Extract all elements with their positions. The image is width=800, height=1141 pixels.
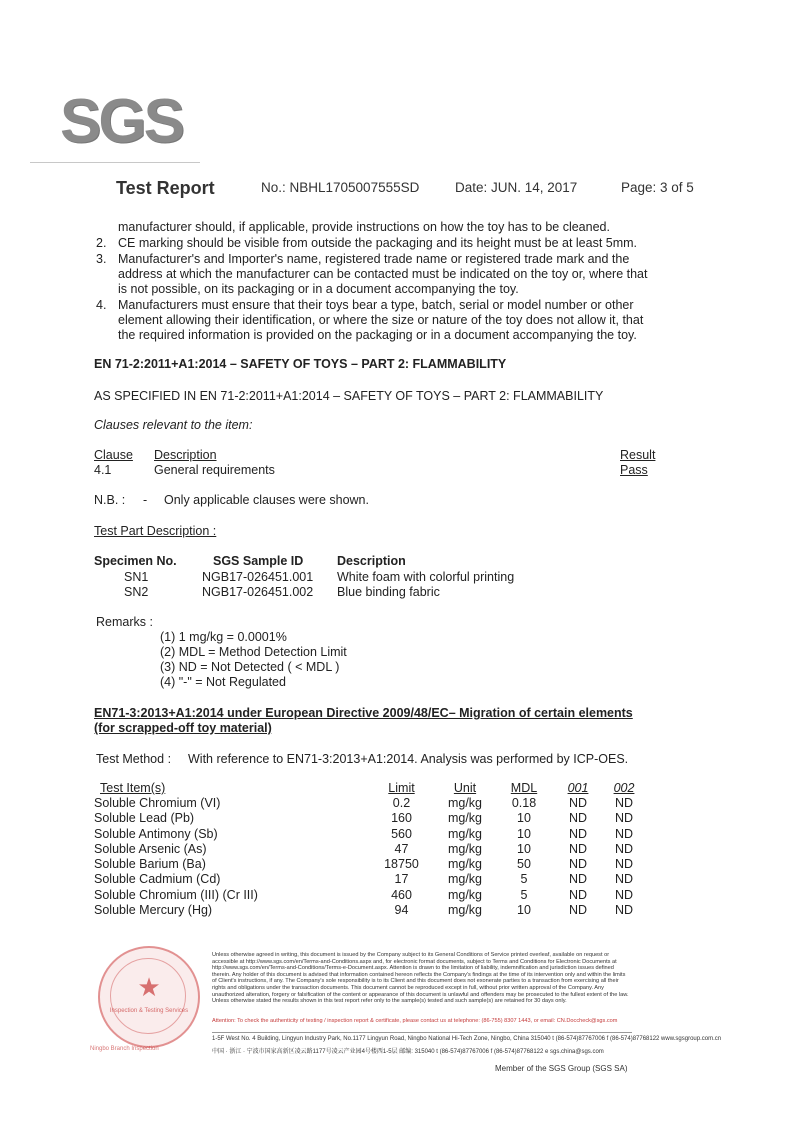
company-seal: [98, 946, 200, 1048]
result-002: ND: [614, 826, 634, 841]
result-002: ND: [614, 903, 634, 918]
list-item-text: element allowing their identification, or where the size or nature of the toy does not allow it, that: [118, 313, 644, 327]
seal-text-top: Inspection & Testing Services: [109, 1008, 189, 1014]
authenticity-notice: Attention: To check the authenticity of testing / inspection report & certificate, please contact us at telephone: (86-755) 8307 1443, or email: CN.Doccheck@sgs.com: [212, 1018, 618, 1024]
section-heading-flammability: EN 71-2:2011+A1:2014 – SAFETY OF TOYS – PART 2: FLAMMABILITY: [94, 357, 507, 371]
clause-number: 4.1: [94, 463, 112, 477]
col-limit: Limit: [388, 781, 415, 795]
result-001: ND: [568, 903, 588, 918]
mdl: 0.18: [511, 796, 537, 810]
col-description-header: Description: [154, 448, 217, 462]
col-specimen-header: Specimen No.: [94, 554, 177, 568]
nb-dash: -: [143, 493, 148, 507]
unit: mg/kg: [447, 872, 483, 887]
report-date: Date: JUN. 14, 2017: [455, 180, 578, 195]
mdl: 50: [517, 857, 531, 872]
seal-text-bottom: Ningbo Branch Inspection: [90, 1046, 159, 1052]
test-item: Soluble Mercury (Hg): [94, 903, 213, 918]
sgs-logo: SGS: [60, 87, 182, 156]
nb-text: Only applicable clauses were shown.: [164, 493, 369, 507]
member-line: Member of the SGS Group (SGS SA): [495, 1064, 628, 1073]
remarks-label: Remarks :: [96, 615, 153, 629]
table-row: [94, 827, 644, 842]
clause-result: Pass: [620, 463, 648, 477]
specimen-no: SN2: [124, 585, 149, 599]
sample-id: NGB17-026451.002: [202, 585, 314, 599]
specimen-desc: White foam with colorful printing: [337, 570, 515, 584]
list-item-text: the required information is provided on the packaging or in a document accompanying the toy.: [118, 328, 637, 342]
star-icon: ★: [137, 972, 161, 1002]
col-sample-001: 001: [567, 781, 589, 795]
mdl: 10: [517, 811, 531, 826]
result-001: ND: [568, 811, 588, 826]
remark-item: (2) MDL = Method Detection Limit: [160, 645, 347, 659]
limit: 160: [391, 811, 412, 826]
col-mdl: MDL: [510, 781, 538, 795]
intro-line: manufacturer should, if applicable, provide instructions on how the toy has to be cleaned.: [118, 220, 610, 234]
test-part-label: Test Part Description :: [94, 524, 217, 538]
unit: mg/kg: [447, 857, 483, 872]
mdl: 10: [517, 841, 531, 856]
result-002: ND: [614, 796, 634, 810]
result-002: ND: [614, 887, 634, 902]
limit: 18750: [384, 857, 419, 872]
list-number: 3.: [96, 252, 107, 266]
result-002: ND: [614, 872, 634, 887]
legal-fine-print: Unless otherwise agreed in writing, this document is issued by the Company subject to its General Conditions of Service printed overleaf, available on request or accessible at http://www.sgs.com/en/Terms-and-Conditions.aspx and, for electronic format documents, subject to Terms and Conditions for Electronic Documents at http://www.sgs.com/en/Terms-and-Conditions/Terms-e-Document.aspx. Attention is drawn to the limitation of liability, indemnification and jurisdiction issues defined therein. Any holder of this document is advised that information contained hereon reflects the Company's findings at the time of its intervention only and within the limits of Client's instructions, if any. The Company's sole responsibility is to its Client and this document does not exonerate parties to a transaction from exercising all their rights and obligations under the transaction documents. This document cannot be reproduced except in full, without prior written approval of the Company. Any unauthorized alteration, forgery or falsification of the content or appearance of this document is unlawful and offenders may be prosecuted to the fullest extent of the law. Unless otherwise stated the results shown in this test report refer only to the sample(s) tested and such sample(s) are retained for 30 days only.: [212, 952, 629, 1005]
col-sample-002: 002: [613, 781, 635, 795]
limit: 47: [394, 841, 409, 856]
specimen-desc: Blue binding fabric: [337, 585, 440, 599]
table-row: [94, 811, 644, 826]
result-001: ND: [568, 841, 588, 856]
test-item: Soluble Chromium (III) (Cr III): [94, 887, 258, 902]
limit: 560: [391, 826, 412, 841]
section-heading-migration-sub: (for scrapped-off toy material): [94, 721, 272, 735]
table-row: [94, 796, 644, 811]
table-row: [94, 872, 644, 887]
remark-item: (3) ND = Not Detected ( < MDL ): [160, 660, 340, 674]
report-number: No.: NBHL1705007555SD: [261, 180, 420, 195]
report-title: Test Report: [116, 178, 215, 198]
section-heading-migration: EN71-3:2013+A1:2014 under European Directive 2009/48/EC– Migration of certain elements: [94, 706, 633, 720]
test-item: Soluble Chromium (VI): [94, 796, 221, 810]
limit: 0.2: [392, 796, 411, 810]
result-002: ND: [614, 857, 634, 872]
list-number: 2.: [96, 236, 107, 250]
unit: mg/kg: [447, 887, 483, 902]
result-002: ND: [614, 811, 634, 826]
test-item: Soluble Barium (Ba): [94, 857, 206, 872]
mdl: 5: [520, 872, 528, 887]
list-item-text: is not possible, on its packaging or in a document accompanying the toy.: [118, 282, 519, 296]
list-item-text: Manufacturer's and Importer's name, registered trade name or registered trade mark and the: [118, 252, 630, 266]
test-item: Soluble Arsenic (As): [94, 841, 207, 856]
method-label: Test Method :: [96, 752, 172, 766]
result-001: ND: [568, 796, 588, 810]
clause-description: General requirements: [154, 463, 275, 477]
unit: mg/kg: [447, 826, 483, 841]
limit: 17: [394, 872, 409, 887]
method-text: With reference to EN71-3:2013+A1:2014. Analysis was performed by ICP-OES.: [188, 752, 629, 766]
table-row: [94, 842, 644, 857]
address-english: 1-5F West No. 4 Building, Lingyun Industry Park, No.1177 Lingyun Road, Ningbo National Hi-Tech Zone, Ningbo, China 315040 t (86-574)87767006 f (86-574)87768122 www.sgsgroup.com.cn: [212, 1036, 722, 1042]
results-table: [94, 780, 644, 918]
result-001: ND: [568, 872, 588, 887]
clauses-label: Clauses relevant to the item:: [94, 418, 253, 432]
spec-line: AS SPECIFIED IN EN 71-2:2011+A1:2014 – SAFETY OF TOYS – PART 2: FLAMMABILITY: [94, 389, 604, 403]
limit: 460: [391, 887, 412, 902]
unit: mg/kg: [447, 796, 483, 810]
result-002: ND: [614, 841, 634, 856]
mdl: 10: [517, 826, 531, 841]
page-number: Page: 3 of 5: [621, 180, 694, 195]
mdl: 10: [517, 903, 531, 918]
col-test-item: Test Item(s): [100, 781, 166, 795]
footer-divider: [212, 1032, 632, 1033]
list-item-text: Manufacturers must ensure that their toys bear a type, batch, serial or model number or other: [118, 298, 634, 312]
test-item: Soluble Lead (Pb): [94, 811, 195, 826]
result-001: ND: [568, 826, 588, 841]
unit: mg/kg: [447, 841, 483, 856]
unit: mg/kg: [447, 811, 483, 826]
nb-label: N.B. :: [94, 493, 126, 507]
col-result-header: Result: [620, 448, 656, 462]
logo-divider: [30, 162, 200, 163]
unit: mg/kg: [447, 903, 483, 918]
result-001: ND: [568, 857, 588, 872]
result-001: ND: [568, 887, 588, 902]
list-item-text: CE marking should be visible from outside the packaging and its height must be at least 5mm.: [118, 236, 638, 250]
col-unit: Unit: [453, 781, 477, 795]
list-item-text: address at which the manufacturer can be contacted must be indicated on the toy or, where that: [118, 267, 648, 281]
col-sample-header: SGS Sample ID: [213, 554, 304, 568]
table-row: [94, 857, 644, 872]
list-number: 4.: [96, 298, 107, 312]
col-desc-header: Description: [337, 554, 406, 568]
remark-item: (4) "-" = Not Regulated: [160, 675, 286, 689]
specimen-no: SN1: [124, 570, 149, 584]
sample-id: NGB17-026451.001: [202, 570, 314, 584]
test-item: Soluble Antimony (Sb): [94, 826, 218, 841]
table-row: [94, 903, 644, 918]
limit: 94: [394, 903, 409, 918]
test-item: Soluble Cadmium (Cd): [94, 872, 221, 887]
table-row: [94, 888, 644, 903]
address-chinese: 中国 · 浙江 · 宁波市国家高新区凌云路1177号凌云产业园4号楼西1-5层 邮编: 315040 t (86-574)87767006 f (86-574)87768122 e sgs.china@sgs.com: [212, 1049, 604, 1055]
remark-item: (1) 1 mg/kg = 0.0001%: [160, 630, 287, 644]
results-header-row: [94, 780, 644, 796]
col-clause-header: Clause: [94, 448, 133, 462]
mdl: 5: [520, 887, 528, 902]
